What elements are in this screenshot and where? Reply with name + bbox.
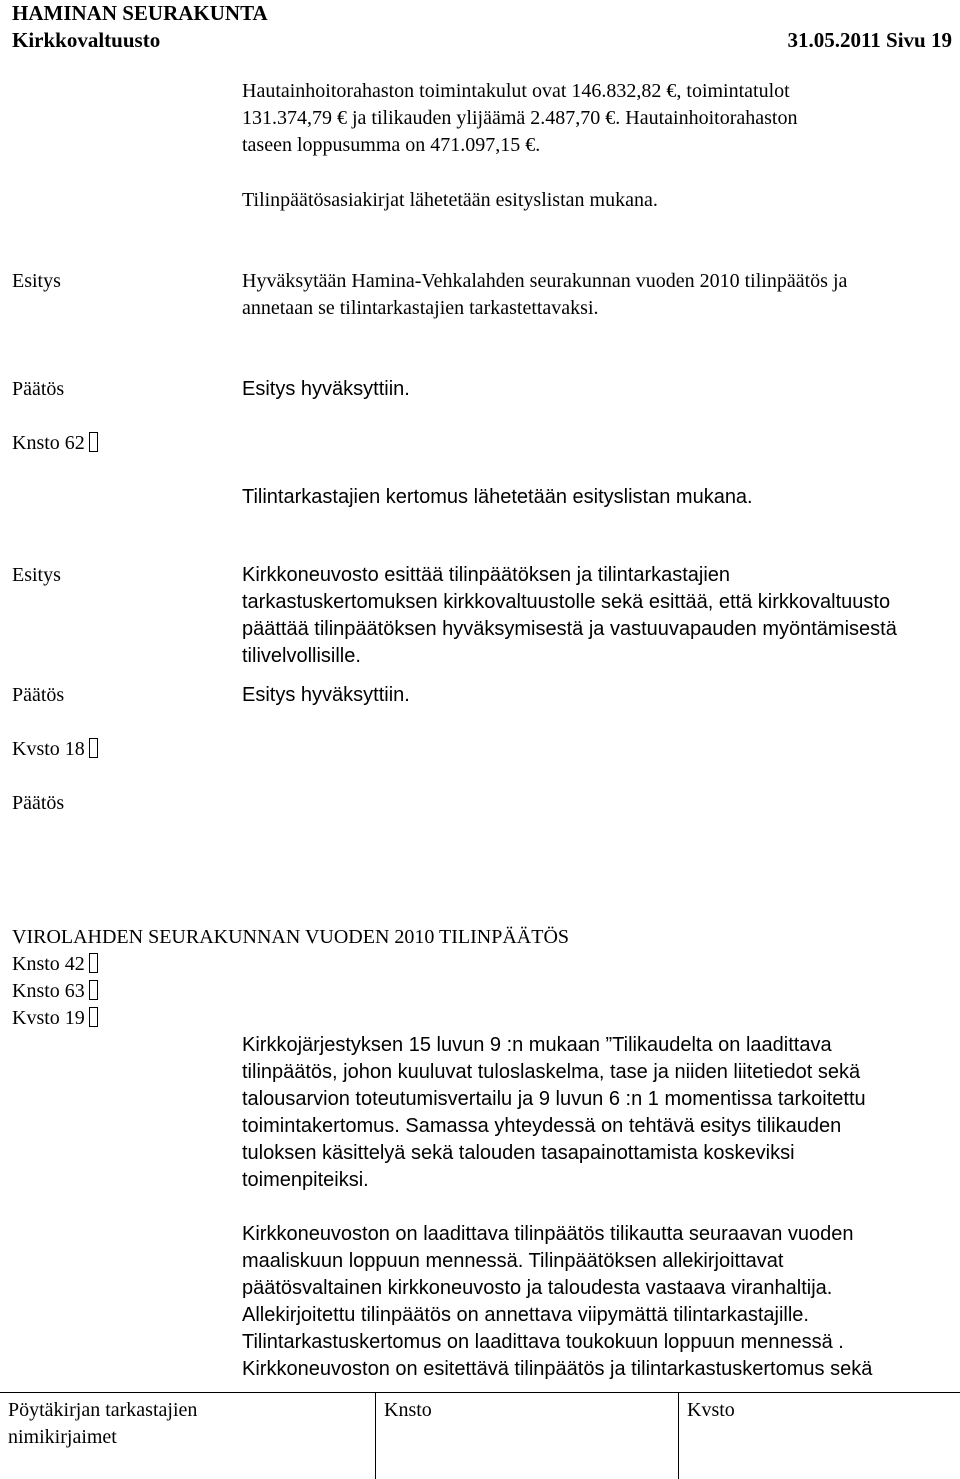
text-line: tarkastuskertomuksen kirkkovaltuustolle sekä esittää, että kirkkovaltuusto	[242, 591, 891, 613]
paatos-label: Päätös	[12, 378, 65, 400]
text-line: Kirkkoneuvoston on esitettävä tilinpäätös ja tilintarkastuskertomus sekä	[242, 1358, 873, 1380]
text-line: Kirkkoneuvoston on laadittava tilinpäätös tilikautta seuraavan vuoden	[242, 1223, 854, 1245]
text-line: päätösvaltainen kirkkoneuvosto ja taloudesta vastaava viranhaltija.	[242, 1277, 833, 1299]
footer-knsto-cell	[375, 1393, 678, 1479]
paatos-text-2: Esitys hyväksyttiin.	[242, 684, 410, 706]
paragraph-documents: Tilinpäätösasiakirjat lähetetään esityslistan mukana.	[242, 189, 658, 211]
paragraph-fund	[242, 78, 954, 159]
text-line: annetaan se tilintarkastajien tarkastettavaksi.	[242, 297, 599, 319]
text-line: tuloksen käsittelyä sekä talouden tasapainottamista koskeviksi	[242, 1142, 795, 1164]
knsto-62-ref: Knsto 62	[12, 430, 98, 457]
text-line: Kirkkojärjestyksen 15 luvun 9 :n mukaan ”Tilikaudelta on laadittava	[242, 1034, 832, 1056]
text-line: toimintakertomus. Samassa yhteydessä on tehtävä esitys tilikauden	[242, 1115, 842, 1137]
document-body-name: Kirkkovaltuusto	[12, 28, 161, 52]
footer-signatures-label: Pöytäkirjan tarkastajien	[8, 1399, 198, 1421]
text-line: Hyväksytään Hamina-Vehkalahden seurakunnan vuoden 2010 tilinpäätös ja	[242, 270, 848, 292]
text-line: Tilintarkastuskertomus on laadittava toukokuun loppuun mennessä .	[242, 1331, 844, 1353]
text-line: päättää tilinpäätöksen hyväksymisestä ja vastuuvapauden myöntämisestä	[242, 618, 897, 640]
section-sign-icon	[89, 738, 98, 758]
paragraph-church-order	[242, 1032, 954, 1194]
section-sign-icon	[89, 1007, 98, 1027]
footer-signatures-cell	[0, 1393, 375, 1479]
text-line: taseen loppusumma on 471.097,15 €.	[242, 134, 541, 156]
text-line: maaliskuun loppuun mennessä. Tilinpäätöksen allekirjoittavat	[242, 1250, 784, 1272]
text-line: toimenpiteiksi.	[242, 1169, 369, 1191]
date-page: 31.05.2011 Sivu 19	[787, 28, 952, 52]
section-sign-icon	[89, 432, 98, 452]
kvsto-18-ref: Kvsto 18	[12, 736, 98, 763]
ref-kvsto-19: Kvsto 19	[12, 1005, 98, 1032]
esitys-label: Esitys	[12, 270, 61, 292]
footer-signatures-label-2: nimikirjaimet	[8, 1426, 117, 1448]
paatos-label-3: Päätös	[12, 792, 65, 814]
text-line: tilivelvollisille.	[242, 645, 361, 667]
footer-knsto-label: Knsto	[384, 1399, 432, 1421]
section-sign-icon	[89, 953, 98, 973]
section-sign-icon	[89, 980, 98, 1000]
section-title: VIROLAHDEN SEURAKUNNAN VUODEN 2010 TILINPÄÄTÖS	[12, 926, 570, 948]
text-line: Hautainhoitorahaston toimintakulut ovat 146.832,82 €, toimintatulot	[242, 80, 790, 102]
footer-kvsto-label: Kvsto	[687, 1399, 735, 1421]
footer-signature-box	[0, 1392, 960, 1479]
footer-kvsto-cell	[678, 1393, 960, 1479]
text-line: tilinpäätös, johon kuuluvat tuloslaskelma, tase ja niiden liitetiedot sekä	[242, 1061, 861, 1083]
text-line: talousarvion toteutumisvertailu ja 9 luvun 6 :n 1 momentissa tarkoitettu	[242, 1088, 866, 1110]
esitys-text-2	[242, 562, 954, 670]
text-line: Kirkkoneuvosto esittää tilinpäätöksen ja tilintarkastajien	[242, 564, 731, 586]
esitys-text	[242, 268, 954, 322]
paragraph-deadlines	[242, 1221, 954, 1383]
ref-knsto-42: Knsto 42	[12, 951, 98, 978]
paragraph-auditors: Tilintarkastajien kertomus lähetetään esityslistan mukana.	[242, 486, 753, 508]
org-name: HAMINAN SEURAKUNTA	[12, 1, 268, 25]
esitys-label-2: Esitys	[12, 564, 61, 586]
paatos-text: Esitys hyväksyttiin.	[242, 378, 410, 400]
text-line: Allekirjoitettu tilinpäätös on annettava viipymättä tilintarkastajille.	[242, 1304, 809, 1326]
paatos-label-2: Päätös	[12, 684, 65, 706]
ref-knsto-63: Knsto 63	[12, 978, 98, 1005]
text-line: 131.374,79 € ja tilikauden ylijäämä 2.487,70 €. Hautainhoitorahaston	[242, 107, 798, 129]
